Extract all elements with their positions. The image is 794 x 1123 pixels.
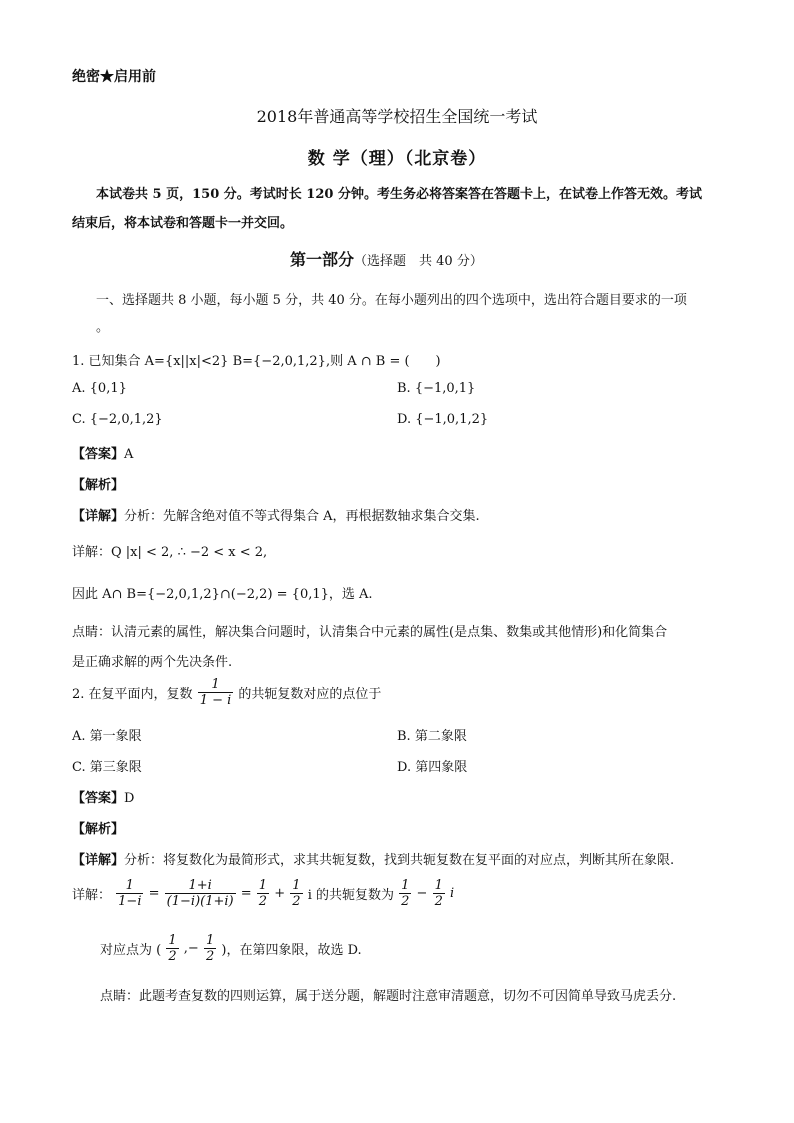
fraction-denominator: 2 [292, 894, 301, 909]
fraction-denominator: 2 [401, 894, 410, 909]
q2-stem-suffix: 的共轭复数对应的点位于 [238, 687, 382, 702]
fraction-numerator: 1 [401, 878, 410, 893]
q1-answer-tag: 【答案】 [72, 447, 125, 462]
comma-minus: ,− [183, 941, 199, 956]
q2-analysis-tag: 【解析】 [72, 822, 125, 837]
fraction-denominator: 2 [168, 949, 177, 964]
part1-note: （选择题 共 40 分） [354, 254, 483, 269]
fraction-numerator: 1 [168, 933, 177, 948]
q2-point-suffix: )，在第四象限，故选 D. [221, 943, 362, 958]
fraction-numerator: 1 [198, 677, 234, 693]
q2-point-prefix: 对应点为 ( [100, 943, 162, 958]
secret-mark: 绝密★启用前 [72, 69, 156, 85]
q1-answer-row [72, 443, 133, 462]
fraction-denominator: 1 − i [199, 693, 232, 708]
intro-line-1: 本试卷共 5 页，150 分。考试时长 120 分钟。考生务必将答案答在答题卡上，在试卷上作答无效。考试 [96, 187, 702, 202]
q1-detail: 分析：先解含绝对值不等式得集合 A，再根据数轴求集合交集. [124, 509, 480, 524]
q1-solution-line-1: 详解：Q |x| < 2, ∴ −2 < x < 2, [72, 545, 268, 560]
q1-option-b: B. {−1,0,1} [397, 381, 476, 396]
q2-detail: 分析：将复数化为最简形式，求其共轭复数，找到共轭复数在复平面的对应点，判断其所在象限. [124, 853, 675, 868]
q1-stem: 1. 已知集合 A={x||x|<2} B={−2,0,1,2},则 A ∩ B = ( ) [72, 354, 441, 369]
exam-title: 2018年普通高等学校招生全国统一考试 [256, 107, 538, 126]
point-fraction-1 [166, 933, 178, 964]
q2-answer: D [124, 791, 135, 806]
fraction-denominator: (1−i)(1+i) [166, 894, 234, 909]
fraction-6 [433, 878, 445, 909]
q2-detail-row [72, 849, 674, 868]
q1-solution-line-2: 因此 A∩ B={−2,0,1,2}∩(−2,2) = {0,1}，选 A. [72, 587, 373, 602]
subject-title: 数 学（理）（北京卷） [307, 149, 487, 169]
q2-option-b: B. 第二象限 [397, 729, 467, 744]
equals-sign: = [240, 886, 252, 901]
q2-answer-tag: 【答案】 [72, 791, 125, 806]
fraction-denominator: 1−i [118, 894, 142, 909]
q1-detail-row [72, 505, 480, 524]
fraction-4 [290, 878, 302, 909]
q1-comment-line-2: 是正确求解的两个先决条件. [72, 655, 233, 670]
q1-option-a: A. {0,1} [72, 381, 127, 396]
point-fraction-2 [204, 933, 216, 964]
conjugate-text: i 的共轭复数为 [307, 888, 394, 903]
q2-solution [72, 878, 454, 909]
q1-analysis-tag: 【解析】 [72, 478, 125, 493]
fraction-numerator: 1 [205, 933, 215, 948]
plus-sign: + [274, 886, 286, 901]
part1-title: 第一部分 [290, 250, 355, 269]
q1-detail-tag: 【详解】 [72, 509, 125, 524]
q2-answer-row [72, 787, 134, 806]
q1-option-c: C. {−2,0,1,2} [72, 412, 163, 427]
fraction-5 [399, 878, 411, 909]
q2-option-c: C. 第三象限 [72, 760, 142, 775]
intro-line-2: 结束后，将本试卷和答题卡一并交回。 [72, 216, 294, 231]
fraction-numerator: 1 [116, 878, 143, 894]
part1-instruction-1: 一、选择题共 8 小题，每小题 5 分，共 40 分。在每小题列出的四个选项中，选出符合题目要求的一项 [96, 293, 687, 308]
fraction-denominator: 2 [205, 949, 215, 964]
q1-comment-line-1: 点睛：认清元素的属性，解决集合问题时，认清集合中元素的属性(是点集、数集或其他情形)和化简集合 [72, 625, 668, 640]
q2-stem [72, 677, 381, 708]
q2-option-d: D. 第四象限 [397, 760, 468, 775]
fraction-denominator: 2 [434, 894, 443, 909]
part1-instruction-2: 。 [96, 320, 110, 335]
q2-solution-prefix: 详解： [72, 888, 112, 903]
fraction-2 [165, 878, 236, 909]
fraction-numerator: 1+i [165, 878, 236, 894]
q2-stem-fraction [198, 677, 234, 708]
q2-point [100, 933, 362, 964]
fraction-1 [116, 878, 143, 909]
q1-answer: A [124, 447, 134, 462]
imaginary-unit: i [450, 886, 455, 901]
fraction-numerator: 1 [258, 878, 268, 893]
fraction-numerator: 1 [292, 878, 301, 893]
part1-heading [290, 247, 483, 270]
fraction-numerator: 1 [434, 878, 443, 893]
q2-option-a: A. 第一象限 [72, 729, 142, 744]
fraction-denominator: 2 [258, 894, 268, 909]
q2-detail-tag: 【详解】 [72, 853, 125, 868]
q1-option-d: D. {−1,0,1,2} [397, 412, 489, 427]
equals-sign: = [148, 886, 160, 901]
minus-sign: − [416, 886, 428, 901]
q2-comment: 点睛：此题考查复数的四则运算，属于送分题，解题时注意审清题意，切勿不可因简单导致马虎丢分. [100, 989, 677, 1004]
fraction-3 [257, 878, 269, 909]
q2-stem-prefix: 2. 在复平面内，复数 [72, 687, 193, 702]
